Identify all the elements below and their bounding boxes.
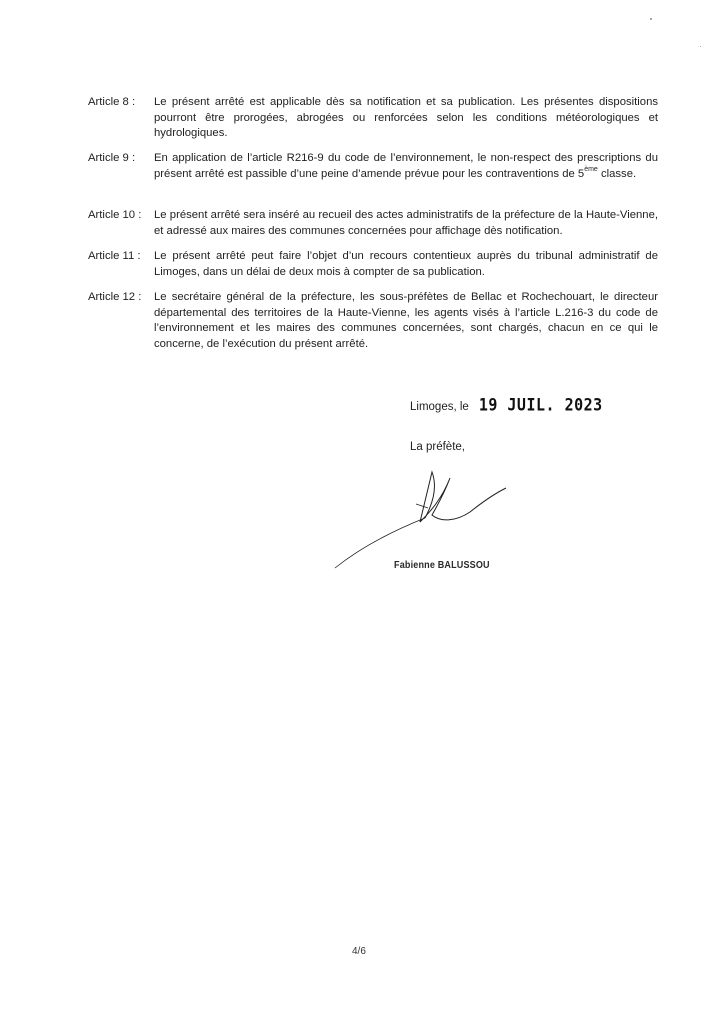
article-text: Le présent arrêté peut faire l’objet d’un recours contentieux auprès du tribunal administratif de Limoges, dans un délai de deux mois à compter de sa publication.	[154, 250, 658, 278]
article-label: Article 10 :	[88, 209, 142, 221]
article-label: Article 11 :	[88, 250, 141, 262]
article-text: Le secrétaire général de la préfecture, les sous-préfètes de Bellac et Rochechouart, le directeur départemental des territoires de la Haute-Vienne, les agents visés à l’article L.216-3 du code de l’environnement et les maires des communes concernées, sont chargés, chacun en ce qui le concerne, de l’exécution du présent arrêté.	[154, 291, 658, 350]
signer-name: Fabienne BALUSSOU	[394, 559, 490, 571]
handwritten-signature	[320, 460, 520, 570]
article-label: Article 9 :	[88, 152, 136, 164]
place-date	[410, 396, 603, 414]
article-label: Article 12 :	[88, 291, 142, 303]
place-label: Limoges, le	[410, 401, 469, 413]
scan-speck	[650, 18, 652, 20]
article-8	[88, 95, 658, 142]
article-9	[88, 151, 658, 182]
article-text: Le présent arrêté est applicable dès sa notification et sa publication. Les présentes dispositions pourront être prorogées, abrogées ou renforcées selon les conditions météorologiques et hydrologiques.	[154, 96, 658, 139]
article-11	[88, 249, 658, 280]
superscript: ème	[584, 165, 598, 173]
article-10	[88, 208, 658, 239]
article-12	[88, 290, 658, 352]
article-label: Article 8 :	[88, 96, 136, 108]
article-text: Le présent arrêté sera inséré au recueil des actes administratifs de la préfecture de la Haute-Vienne, et adressé aux maires des communes concernées pour affichage dès notification.	[154, 209, 658, 237]
page-number: 4/6	[352, 946, 366, 957]
date-stamp: 19 JUIL. 2023	[478, 394, 603, 416]
signatory-role: La préfète,	[410, 441, 465, 453]
scan-speck	[700, 46, 701, 47]
article-text: En application de l’article R216-9 du code de l’environnement, le non-respect des prescriptions du présent arrêté est passible d’une peine d’amende prévue pour les contraventions de 5ème classe.	[154, 152, 658, 180]
